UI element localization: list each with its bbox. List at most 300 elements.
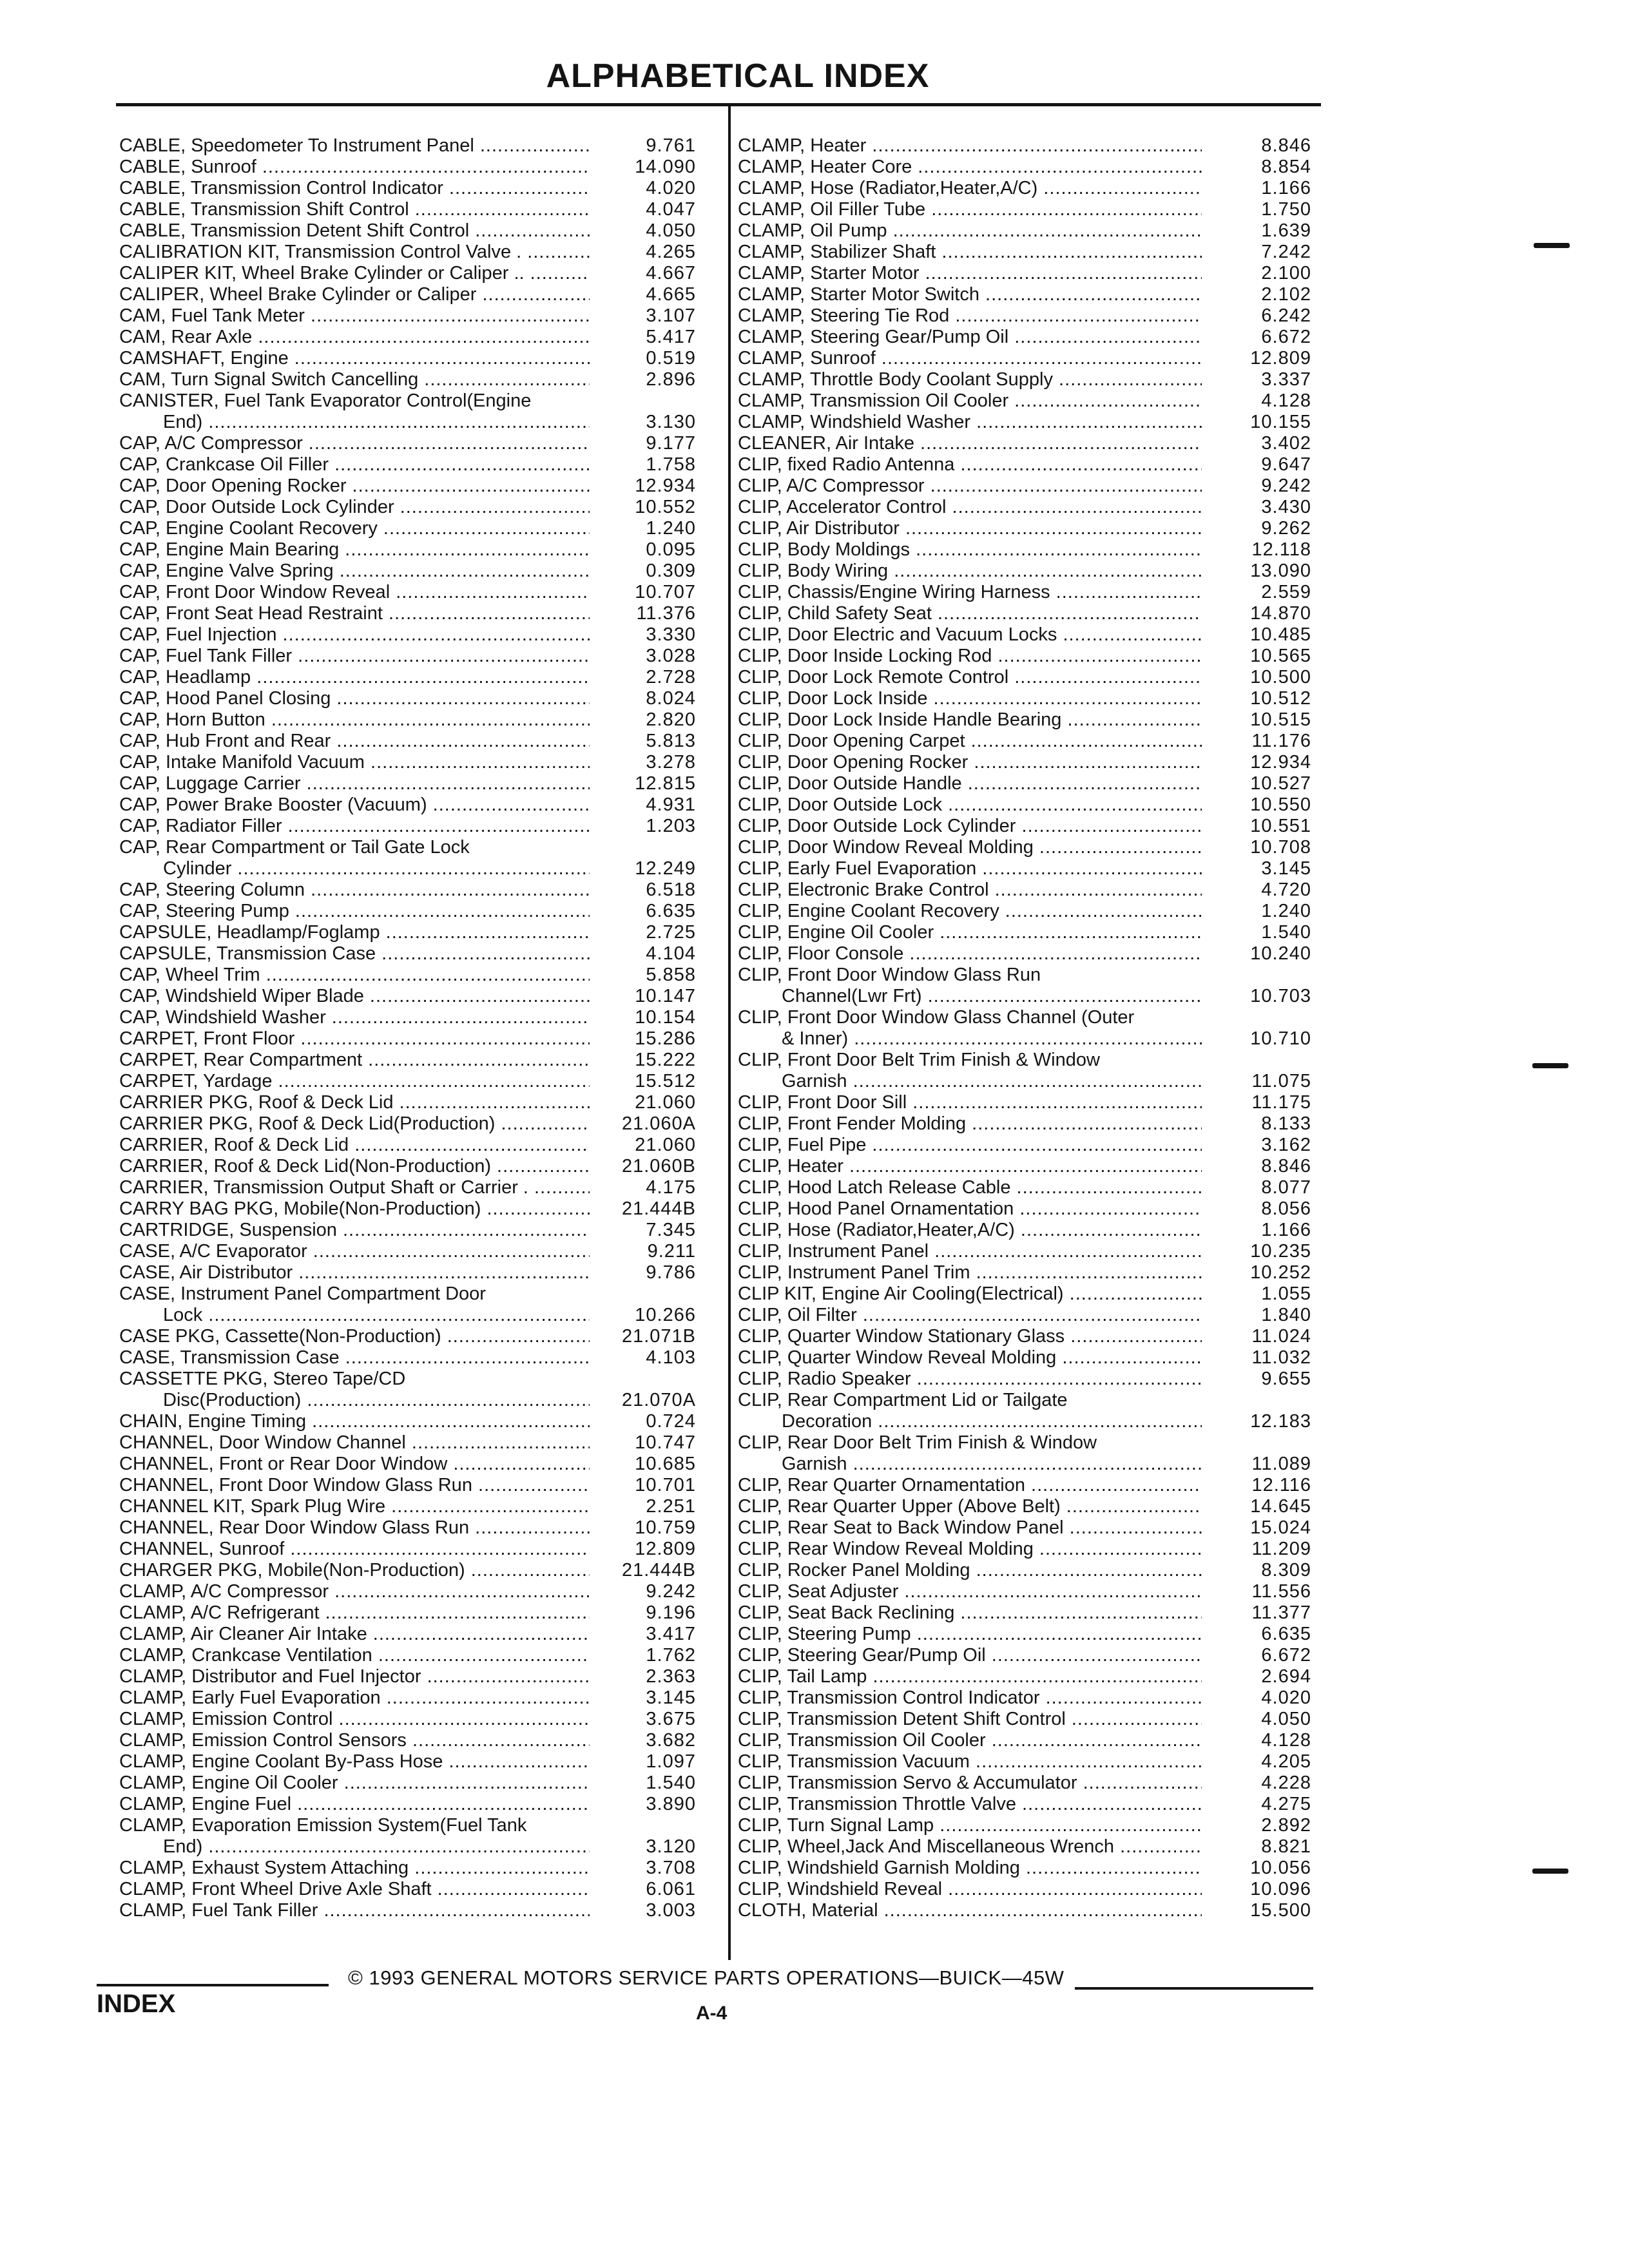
entry-page-ref: 1.762 (646, 1645, 696, 1666)
entry-page-ref: 4.720 (1261, 879, 1311, 900)
entry-page-ref: 13.090 (1250, 561, 1311, 581)
entry-page-ref: 21.060B (621, 1156, 696, 1177)
index-entry (738, 518, 1324, 539)
entry-page-ref: 3.708 (646, 1858, 696, 1878)
entry-page-ref: 10.701 (635, 1475, 696, 1495)
entry-page-ref: 4.665 (646, 284, 696, 305)
entry-name: CLAMP, Oil Filler Tube ..... (738, 199, 1202, 220)
entry-name-continued: Garnish ..... (738, 1071, 1202, 1092)
entry-page-ref: 1.240 (646, 518, 696, 539)
index-entry (119, 1262, 715, 1283)
index-entry (119, 390, 715, 433)
entry-name: CLIP KIT, Engine Air Cooling(Electrical) ..... (738, 1283, 1202, 1305)
entry-name: CLIP, Wheel,Jack And Miscellaneous Wrench ..... (738, 1836, 1202, 1858)
entry-name: CLIP, Door Outside Handle ..... (738, 773, 1202, 794)
entry-name: CHANNEL, Rear Door Window Glass Run ..... (119, 1517, 590, 1539)
index-entry (119, 1326, 715, 1347)
entry-name: CAMSHAFT, Engine ..... (119, 348, 590, 369)
index-entry (119, 1071, 715, 1092)
entry-page-ref: 4.128 (1261, 390, 1311, 411)
entry-page-ref: 1.097 (646, 1751, 696, 1772)
index-entry (119, 1454, 715, 1475)
entry-page-ref: 10.708 (1250, 837, 1311, 858)
entry-name-continued: Channel(Lwr Frt) ..... (738, 986, 1202, 1007)
entry-name: CLIP, Heater ..... (738, 1156, 1202, 1177)
entry-page-ref: 6.061 (646, 1879, 696, 1899)
entry-name: CAP, Power Brake Booster (Vacuum) ..... (119, 794, 590, 816)
index-entry (119, 348, 715, 369)
entry-page-ref: 2.892 (1261, 1815, 1311, 1836)
entry-name: CABLE, Transmission Detent Shift Control ..... (119, 220, 590, 242)
entry-name: CLIP, Rear Quarter Upper (Above Belt) ..... (738, 1496, 1202, 1517)
index-entry (738, 1624, 1324, 1645)
entry-page-ref: 10.155 (1250, 412, 1311, 432)
entry-page-ref: 21.071B (621, 1326, 696, 1347)
entry-page-ref: 10.707 (635, 582, 696, 602)
entry-page-ref: 11.209 (1251, 1539, 1311, 1559)
entry-name: CLIP, Body Wiring ..... (738, 561, 1202, 582)
index-entry (119, 1156, 715, 1177)
entry-name: CAP, Windshield Wiper Blade ..... (119, 986, 590, 1007)
index-entry (738, 157, 1324, 178)
entry-page-ref: 10.500 (1250, 667, 1311, 687)
entry-page-ref: 4.175 (646, 1177, 696, 1198)
index-entry (119, 922, 715, 943)
entry-page-ref: 11.075 (1251, 1071, 1311, 1091)
index-entry (738, 1730, 1324, 1751)
entry-page-ref: 11.024 (1251, 1326, 1311, 1347)
index-entry (119, 943, 715, 965)
entry-name: CABLE, Speedometer To Instrument Panel ..... (119, 135, 590, 157)
entry-name: CLAMP, Engine Oil Cooler ..... (119, 1773, 590, 1794)
entry-name: CAP, A/C Compressor ..... (119, 433, 590, 454)
index-entry (119, 284, 715, 305)
index-entry (119, 305, 715, 327)
entry-page-ref: 9.242 (646, 1581, 696, 1602)
index-entry (119, 752, 715, 773)
entry-name: CLIP, Transmission Throttle Valve ..... (738, 1794, 1202, 1815)
index-entry (119, 518, 715, 539)
index-entry (119, 1858, 715, 1879)
index-entry (738, 1900, 1324, 1921)
index-entry (119, 1794, 715, 1815)
index-entry (738, 1475, 1324, 1496)
index-entry (738, 1156, 1324, 1177)
entry-name: CLAMP, Exhaust System Attaching ..... (119, 1858, 590, 1879)
index-entry (738, 263, 1324, 284)
index-entry (119, 242, 715, 263)
entry-page-ref: 3.120 (646, 1836, 696, 1857)
entry-name: CLAMP, Heater ..... (738, 135, 1202, 157)
entry-page-ref: 21.070A (621, 1390, 696, 1410)
entry-page-ref: 3.430 (1261, 497, 1311, 517)
entry-page-ref: 9.655 (1261, 1369, 1311, 1389)
entry-name: CLIP, Transmission Control Indicator ..... (738, 1687, 1202, 1709)
index-entry (738, 624, 1324, 646)
entry-name: CLAMP, Front Wheel Drive Axle Shaft ..... (119, 1879, 590, 1900)
entry-name: CARRIER, Roof & Deck Lid(Non-Production) ..... (119, 1156, 590, 1177)
index-entry (738, 305, 1324, 327)
entry-page-ref: 4.667 (646, 263, 696, 284)
entry-page-ref: 11.556 (1251, 1581, 1311, 1602)
index-entry (738, 454, 1324, 476)
margin-mark (1532, 1869, 1568, 1874)
index-entry (119, 1666, 715, 1687)
index-entry (119, 1177, 715, 1198)
entry-name: CLAMP, Steering Gear/Pump Oil ..... (738, 327, 1202, 348)
entry-page-ref: 9.211 (647, 1241, 696, 1262)
index-entry (119, 1092, 715, 1113)
entry-name: CLIP, Front Door Window Glass Run (738, 965, 1041, 985)
index-entry (119, 603, 715, 624)
entry-name: CLAMP, Crankcase Ventilation ..... (119, 1645, 590, 1666)
entry-name: CLIP, A/C Compressor ..... (738, 476, 1202, 497)
index-entry (119, 794, 715, 816)
entry-name: CLIP, Tail Lamp ..... (738, 1666, 1202, 1687)
index-entry (119, 157, 715, 178)
entry-page-ref: 2.363 (646, 1666, 696, 1687)
index-entry (119, 1050, 715, 1071)
entry-page-ref: 1.639 (1261, 220, 1311, 241)
entry-page-ref: 6.635 (1261, 1624, 1311, 1644)
index-entry (738, 1751, 1324, 1773)
entry-name: CLIP, Door Outside Lock Cylinder ..... (738, 816, 1202, 837)
entry-page-ref: 3.402 (1261, 433, 1311, 454)
index-entry (738, 1879, 1324, 1900)
entry-name: CLIP, Floor Console ..... (738, 943, 1202, 965)
entry-page-ref: 4.020 (1261, 1687, 1311, 1708)
entry-page-ref: 10.056 (1250, 1858, 1311, 1878)
entry-name: CLIP, Body Moldings ..... (738, 539, 1202, 561)
entry-name: CLIP, Child Safety Seat ..... (738, 603, 1202, 624)
entry-page-ref: 9.177 (646, 433, 696, 454)
index-entry (738, 1326, 1324, 1347)
entry-page-ref: 3.162 (1261, 1135, 1311, 1155)
entry-page-ref: 3.107 (646, 305, 696, 326)
entry-name: CLIP, Hood Latch Release Cable ..... (738, 1177, 1202, 1198)
entry-page-ref: 4.228 (1261, 1773, 1311, 1793)
index-entry (119, 965, 715, 986)
entry-name: CAP, Headlamp ..... (119, 667, 590, 688)
entry-page-ref: 1.240 (1261, 901, 1311, 921)
entry-name: CLAMP, Early Fuel Evaporation ..... (119, 1687, 590, 1709)
index-entry (119, 135, 715, 157)
entry-page-ref: 10.551 (1250, 816, 1311, 836)
index-entry (119, 837, 715, 879)
index-entry (738, 667, 1324, 688)
entry-page-ref: 8.309 (1261, 1560, 1311, 1581)
entry-name: CLIP, Seat Back Reclining ..... (738, 1602, 1202, 1624)
entry-name: CLAMP, Fuel Tank Filler ..... (119, 1900, 590, 1921)
entry-page-ref: 3.330 (646, 624, 696, 645)
entry-page-ref: 21.060A (621, 1113, 696, 1134)
entry-page-ref: 1.166 (1261, 1220, 1311, 1240)
entry-name: CLAMP, Transmission Oil Cooler ..... (738, 390, 1202, 412)
entry-name: CAPSULE, Headlamp/Foglamp ..... (119, 922, 590, 943)
entry-page-ref: 10.266 (635, 1305, 696, 1325)
entry-page-ref: 15.024 (1250, 1517, 1311, 1538)
section-label: INDEX (97, 1990, 176, 2018)
entry-page-ref: 3.145 (646, 1687, 696, 1708)
index-entry (738, 603, 1324, 624)
index-entry (119, 1432, 715, 1454)
index-entry (119, 199, 715, 220)
entry-page-ref: 4.931 (646, 794, 696, 815)
entry-page-ref: 12.934 (1250, 752, 1311, 773)
entry-name: CLIP, Door Lock Inside Handle Bearing ..... (738, 709, 1202, 731)
entry-page-ref: 3.130 (646, 412, 696, 432)
index-entry (738, 582, 1324, 603)
entry-page-ref: 0.724 (646, 1411, 696, 1432)
entry-name: CLIP, Rocker Panel Molding ..... (738, 1560, 1202, 1581)
index-entry (738, 1858, 1324, 1879)
index-entry (119, 1496, 715, 1517)
entry-page-ref: 14.090 (635, 157, 696, 177)
entry-page-ref: 2.559 (1261, 582, 1311, 602)
entry-name: CALIPER KIT, Wheel Brake Cylinder or Caliper .. ..... (119, 263, 590, 284)
index-entry (738, 1517, 1324, 1539)
entry-page-ref: 9.196 (646, 1602, 696, 1623)
entry-page-ref: 2.896 (646, 369, 696, 390)
entry-name: CAP, Intake Manifold Vacuum ..... (119, 752, 590, 773)
entry-page-ref: 0.519 (646, 348, 696, 369)
index-entry (119, 1645, 715, 1666)
index-entry (738, 1581, 1324, 1602)
index-entry (738, 433, 1324, 454)
entry-page-ref: 10.147 (635, 986, 696, 1006)
entry-name: CARPET, Front Floor ..... (119, 1028, 590, 1050)
entry-page-ref: 15.222 (635, 1050, 696, 1070)
entry-page-ref: 3.890 (646, 1794, 696, 1814)
entry-name: CAP, Windshield Washer ..... (119, 1007, 590, 1028)
index-entry (738, 284, 1324, 305)
entry-page-ref: 8.056 (1261, 1198, 1311, 1219)
entry-name: CAP, Engine Valve Spring ..... (119, 561, 590, 582)
entry-page-ref: 1.758 (646, 454, 696, 475)
entry-page-ref: 10.515 (1250, 709, 1311, 730)
entry-name: CLIP, Door Lock Remote Control ..... (738, 667, 1202, 688)
entry-name: CLAMP, Emission Control Sensors ..... (119, 1730, 590, 1751)
entry-name: CLAMP, Evaporation Emission System(Fuel Tank (119, 1815, 527, 1836)
entry-name: CAM, Turn Signal Switch Cancelling ..... (119, 369, 590, 390)
index-entry (738, 1645, 1324, 1666)
entry-name-continued: Disc(Production) ..... (119, 1390, 590, 1411)
index-entry (119, 1560, 715, 1581)
entry-name: CLIP, Door Inside Locking Rod ..... (738, 646, 1202, 667)
entry-name: CAP, Steering Pump ..... (119, 901, 590, 922)
index-entry (119, 1687, 715, 1709)
entry-name: CLIP, Rear Compartment Lid or Tailgate (738, 1390, 1068, 1410)
entry-name: CALIBRATION KIT, Transmission Control Valve . ..... (119, 242, 590, 263)
entry-page-ref: 12.934 (635, 476, 696, 496)
entry-name: CARRIER, Transmission Output Shaft or Carrier . ..... (119, 1177, 590, 1198)
index-entry (119, 476, 715, 497)
entry-name: CLIP, Quarter Window Stationary Glass ..... (738, 1326, 1202, 1347)
entry-name: CHANNEL, Sunroof ..... (119, 1539, 590, 1560)
index-entry (738, 901, 1324, 922)
entry-page-ref: 4.128 (1261, 1730, 1311, 1751)
index-entry (738, 1347, 1324, 1369)
index-entry (119, 1581, 715, 1602)
index-entry (738, 348, 1324, 369)
index-entry (738, 1220, 1324, 1241)
entry-name: CLIP, Transmission Detent Shift Control ..... (738, 1709, 1202, 1730)
entry-name: CLAMP, Engine Fuel ..... (119, 1794, 590, 1815)
index-entry (119, 1369, 715, 1411)
index-entry (738, 497, 1324, 518)
entry-page-ref: 3.028 (646, 646, 696, 666)
entry-page-ref: 7.345 (646, 1220, 696, 1240)
entry-name: CARPET, Yardage ..... (119, 1071, 590, 1092)
index-entry (738, 1836, 1324, 1858)
entry-page-ref: 1.750 (1261, 199, 1311, 220)
entry-page-ref: 21.444B (621, 1560, 696, 1581)
index-entry (119, 1539, 715, 1560)
index-entry (119, 1624, 715, 1645)
entry-page-ref: 4.103 (646, 1347, 696, 1368)
index-entry (119, 561, 715, 582)
entry-page-ref: 0.309 (646, 561, 696, 581)
entry-name-continued: End) ..... (119, 1836, 590, 1858)
index-entry (738, 539, 1324, 561)
entry-page-ref: 21.444B (621, 1198, 696, 1219)
entry-page-ref: 14.870 (1250, 603, 1311, 624)
entry-name: CLAMP, Sunroof ..... (738, 348, 1202, 369)
entry-name: CHANNEL, Front or Rear Door Window ..... (119, 1454, 590, 1475)
entry-name: CLAMP, Emission Control ..... (119, 1709, 590, 1730)
index-entry (738, 858, 1324, 879)
index-entry (738, 476, 1324, 497)
index-entry (119, 1475, 715, 1496)
entry-page-ref: 10.759 (635, 1517, 696, 1538)
entry-page-ref: 12.116 (1251, 1475, 1311, 1495)
index-entry (738, 1794, 1324, 1815)
entry-page-ref: 10.252 (1250, 1262, 1311, 1283)
index-entry (738, 1177, 1324, 1198)
entry-page-ref: 10.685 (635, 1454, 696, 1474)
index-entry (119, 901, 715, 922)
entry-page-ref: 2.820 (646, 709, 696, 730)
entry-name: CLIP, Oil Filter ..... (738, 1305, 1202, 1326)
entry-page-ref: 4.050 (1261, 1709, 1311, 1729)
index-entry (119, 1198, 715, 1220)
entry-name: CLAMP, Starter Motor ..... (738, 263, 1202, 284)
entry-page-ref: 10.485 (1250, 624, 1311, 645)
entry-page-ref: 2.102 (1261, 284, 1311, 305)
entry-name: CANISTER, Fuel Tank Evaporator Control(Engine (119, 390, 532, 411)
entry-page-ref: 15.500 (1250, 1900, 1311, 1921)
entry-name: CHANNEL, Door Window Channel ..... (119, 1432, 590, 1454)
index-entry (738, 837, 1324, 858)
index-entry (738, 1687, 1324, 1709)
index-entry (738, 922, 1324, 943)
index-entry (738, 1198, 1324, 1220)
entry-name-continued: Cylinder ..... (119, 858, 590, 879)
entry-page-ref: 9.262 (1261, 518, 1311, 539)
entry-name: CLIP, Windshield Garnish Molding ..... (738, 1858, 1202, 1879)
index-entry (738, 135, 1324, 157)
entry-name: CLIP, Door Window Reveal Molding ..... (738, 837, 1202, 858)
index-entry (738, 412, 1324, 433)
entry-name: CAP, Door Outside Lock Cylinder ..... (119, 497, 590, 518)
index-entry (738, 1305, 1324, 1326)
index-entry (119, 731, 715, 752)
entry-name: CLIP, Electronic Brake Control ..... (738, 879, 1202, 901)
entry-page-ref: 5.813 (646, 731, 696, 751)
entry-page-ref: 4.050 (646, 220, 696, 241)
entry-page-ref: 10.552 (635, 497, 696, 517)
entry-name: CAP, Hub Front and Rear ..... (119, 731, 590, 752)
entry-name: CHAIN, Engine Timing ..... (119, 1411, 590, 1432)
index-entry (119, 1113, 715, 1135)
entry-page-ref: 10.565 (1250, 646, 1311, 666)
entry-name: CAPSULE, Transmission Case ..... (119, 943, 590, 965)
entry-page-ref: 8.133 (1261, 1113, 1311, 1134)
index-entry (738, 1369, 1324, 1390)
index-entry (738, 220, 1324, 242)
entry-page-ref: 10.527 (1250, 773, 1311, 794)
entry-name: CAP, Front Door Window Reveal ..... (119, 582, 590, 603)
entry-page-ref: 2.694 (1261, 1666, 1311, 1687)
margin-mark (1534, 243, 1570, 248)
entry-page-ref: 1.840 (1261, 1305, 1311, 1325)
index-entry (738, 943, 1324, 965)
entry-name: CHANNEL, Front Door Window Glass Run ..... (119, 1475, 590, 1496)
entry-name: CASE, Air Distributor ..... (119, 1262, 590, 1283)
index-entry (738, 1007, 1324, 1050)
entry-name: CLAMP, Heater Core ..... (738, 157, 1202, 178)
index-entry (738, 646, 1324, 667)
entry-name: CARPET, Rear Compartment ..... (119, 1050, 590, 1071)
entry-page-ref: 9.761 (646, 135, 696, 156)
index-entry (738, 1390, 1324, 1432)
index-entry (738, 879, 1324, 901)
index-entry (738, 242, 1324, 263)
entry-name: CAM, Rear Axle ..... (119, 327, 590, 348)
index-entry (738, 327, 1324, 348)
entry-page-ref: 3.003 (646, 1900, 696, 1921)
index-entry (119, 433, 715, 454)
index-entry (119, 1815, 715, 1858)
entry-page-ref: 2.725 (646, 922, 696, 943)
entry-name: CLIP, Engine Oil Cooler ..... (738, 922, 1202, 943)
entry-page-ref: 15.286 (635, 1028, 696, 1049)
entry-page-ref: 11.376 (636, 603, 696, 624)
entry-name: CAP, Hood Panel Closing ..... (119, 688, 590, 709)
entry-page-ref: 10.710 (1250, 1028, 1311, 1049)
entry-name: CLAMP, Air Cleaner Air Intake ..... (119, 1624, 590, 1645)
entry-name: CAP, Fuel Injection ..... (119, 624, 590, 646)
index-entry (738, 1773, 1324, 1794)
entry-name: CLAMP, A/C Refrigerant ..... (119, 1602, 590, 1624)
entry-name: CLAMP, A/C Compressor ..... (119, 1581, 590, 1602)
entry-name: CASE, Transmission Case ..... (119, 1347, 590, 1369)
index-entry (119, 220, 715, 242)
entry-name: CLIP, fixed Radio Antenna ..... (738, 454, 1202, 476)
entry-name: CLIP, Windshield Reveal ..... (738, 1879, 1202, 1900)
entry-name: CABLE, Sunroof ..... (119, 157, 590, 178)
index-entry (119, 986, 715, 1007)
entry-name: CAP, Engine Main Bearing ..... (119, 539, 590, 561)
entry-page-ref: 10.154 (635, 1007, 696, 1028)
entry-name: CLOTH, Material ..... (738, 1900, 1202, 1921)
index-entry (119, 688, 715, 709)
entry-page-ref: 6.672 (1261, 327, 1311, 347)
header-rule (116, 103, 1321, 106)
index-entry (119, 1709, 715, 1730)
index-entry (119, 263, 715, 284)
entry-page-ref: 10.240 (1250, 943, 1311, 964)
